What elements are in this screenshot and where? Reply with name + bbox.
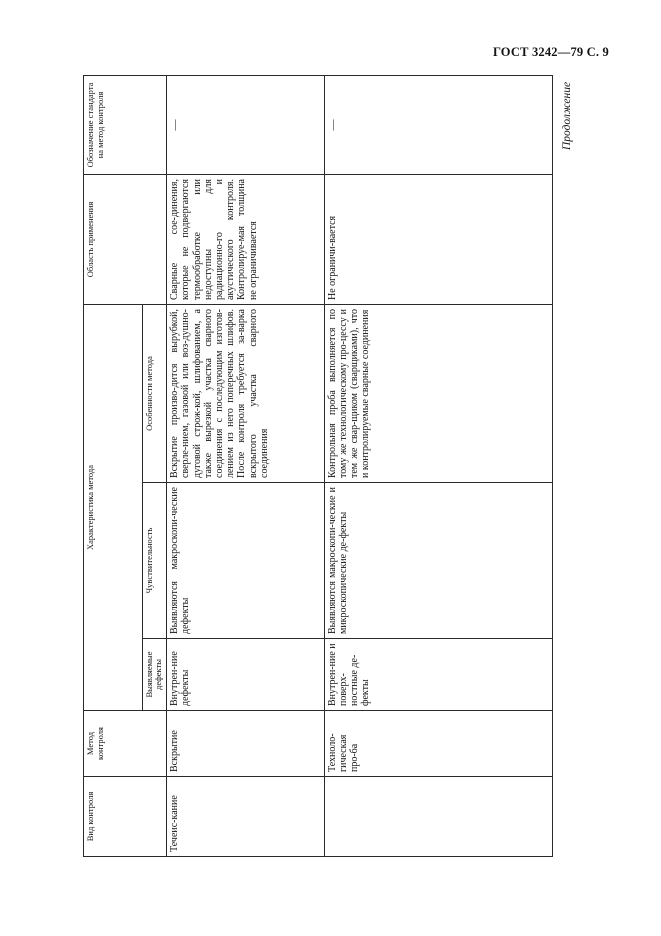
cell-features: Вскрытие произво-дится вырубкой, сверле-нием, газовой или воз-душно-дуговой строж-кой, шлифованием, а также вырезкой участка сварного соединения с последующим изготов-лением из него поперечных шлифов. После контроля требуется за-варка вскрытого участка сварного соединения	[167, 305, 324, 483]
table-row	[167, 76, 324, 857]
table-wrapper	[83, 76, 553, 857]
cell-sensitivity: Выявляются макроскопи-ческие и микроскопические де-фекты	[324, 483, 552, 639]
header-defects: Выявляемые дефекты	[142, 639, 166, 711]
cell-application: Сварные сое-динения, которые не подвергаются термообработке или недоступны для радиационно-го и акустического контроля. Контролируе-мая толщина не ограничивается	[167, 175, 324, 305]
cell-method: Вскрытие	[167, 711, 324, 777]
cell-standard: —	[167, 76, 324, 175]
cell-application: Не ограничи-вается	[324, 175, 552, 305]
cell-type: Течеис-кание	[167, 777, 324, 857]
page-header: ГОСТ 3242—79 С. 9	[492, 45, 609, 59]
rotated-table	[83, 76, 553, 857]
control-methods-table	[83, 75, 553, 857]
header-method: Метод контроля	[84, 711, 167, 777]
header-row-top	[84, 76, 143, 857]
cell-sensitivity: Выявляются макроскопи-ческие дефекты	[167, 483, 324, 639]
cell-method: Техноло-гическая про-ба	[324, 711, 552, 777]
cell-defects: Внутрен-ние дефекты	[167, 639, 324, 711]
cell-standard: —	[324, 76, 552, 175]
table-row	[324, 76, 552, 857]
header-type: Вид контроля	[84, 777, 167, 857]
cell-features: Контрольная проба выполняется по тому же технологическому про-цессу и тем же свар-щиком (сварщиками), что и контролируемые сварные соединения	[324, 305, 552, 483]
header-application: Область применения	[84, 175, 167, 305]
header-characteristics: Характеристика метода	[84, 305, 143, 711]
continuation-label	[557, 76, 577, 156]
continuation-text: Продолжение	[561, 81, 573, 151]
cell-defects: Внутрен-ние и поверх-ностные де-фекты	[324, 639, 552, 711]
header-sensitivity: Чувствительность	[142, 483, 166, 639]
header-features: Особенности метода	[142, 305, 166, 483]
cell-type	[324, 777, 552, 857]
header-standard: Обозначение стандарта на метод контроля	[84, 76, 167, 175]
